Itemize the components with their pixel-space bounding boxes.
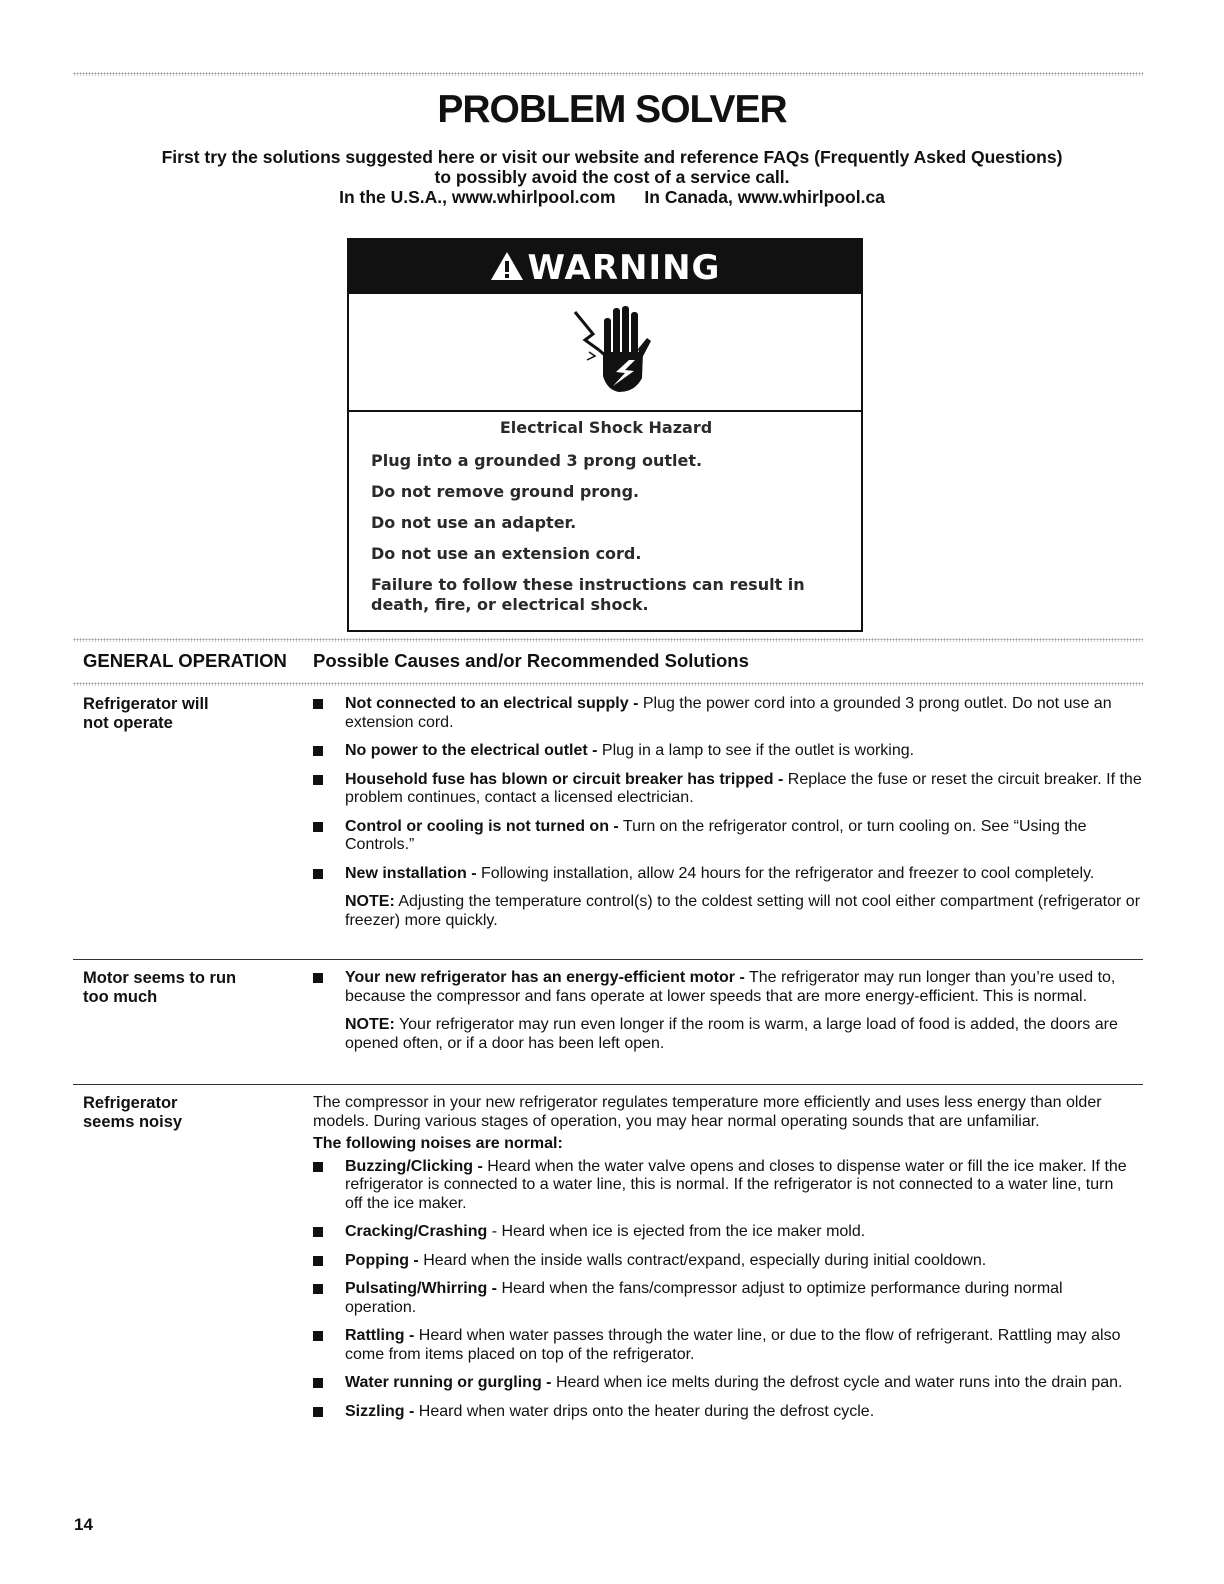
note: NOTE: Adjusting the temperature control(s) to the coldest setting will not cool either compartment (refrigerator or freezer) more quickly. bbox=[345, 893, 1141, 929]
website-canada[interactable]: In Canada, www.whirlpool.ca bbox=[644, 187, 885, 207]
cause-item: New installation - Following installation, allow 24 hours for the refrigerator and freezer to cool completely. bbox=[313, 865, 1143, 884]
problem-title: Refrigerator seems noisy bbox=[83, 1094, 183, 1131]
section-dotted-rule bbox=[73, 638, 1143, 642]
cause-item: Your new refrigerator has an energy-efficient motor - The refrigerator may run longer than you’re used to, because the compressor and fans operate at lower speeds that are more energy-efficient. This is normal. bbox=[313, 969, 1143, 1006]
noisy-intro: The compressor in your new refrigerator regulates temperature more efficiently and uses less energy than older models. During various stages of operation, you may hear normal operating sounds that are unfamiliar. bbox=[313, 1094, 1102, 1130]
bullet-square-icon bbox=[313, 775, 323, 785]
row-divider bbox=[73, 1084, 1143, 1085]
warning-line: Plug into a grounded 3 prong outlet. bbox=[371, 451, 703, 470]
noise-item: Cracking/Crashing - Heard when ice is ejected from the ice maker mold. bbox=[313, 1223, 1133, 1242]
warning-triangle-icon bbox=[490, 242, 524, 298]
bullet-square-icon bbox=[313, 1378, 323, 1388]
bullet-square-icon bbox=[313, 746, 323, 756]
noise-item: Pulsating/Whirring - Heard when the fans/compressor adjust to optimize performance during normal operation. bbox=[313, 1280, 1133, 1317]
noise-item: Popping - Heard when the inside walls contract/expand, especially during initial cooldown. bbox=[313, 1252, 1133, 1271]
bullet-square-icon bbox=[313, 1227, 323, 1237]
warning-icon-area bbox=[349, 294, 861, 412]
problem-causes bbox=[313, 695, 1143, 940]
intro-line-2: to possibly avoid the cost of a service call. bbox=[434, 167, 790, 187]
bullet-square-icon bbox=[313, 1162, 323, 1172]
electrical-shock-hand-icon bbox=[349, 294, 861, 410]
warning-body bbox=[371, 418, 841, 626]
bullet-square-icon bbox=[313, 973, 323, 983]
intro-line-1: First try the solutions suggested here or visit our website and reference FAQs (Frequently Asked Questions) bbox=[161, 147, 1063, 167]
bullet-square-icon bbox=[313, 1407, 323, 1417]
bullet-square-icon bbox=[313, 1331, 323, 1341]
row-divider bbox=[73, 959, 1143, 960]
hazard-title: Electrical Shock Hazard bbox=[499, 418, 713, 437]
warning-line: Do not use an adapter. bbox=[371, 513, 577, 532]
page-title: PROBLEM SOLVER bbox=[437, 88, 787, 131]
warning-box bbox=[347, 238, 863, 632]
note: NOTE: Your refrigerator may run even longer if the room is warm, a large load of food is added, the doors are opened often, or if a door has been left open. bbox=[345, 1016, 1118, 1052]
warning-header-text: WARNING bbox=[527, 248, 721, 288]
header-dotted-rule bbox=[73, 682, 1143, 686]
bullet-square-icon bbox=[313, 1284, 323, 1294]
warning-line: Do not remove ground prong. bbox=[371, 482, 640, 501]
warning-line: Do not use an extension cord. bbox=[371, 544, 642, 563]
bullet-square-icon bbox=[313, 822, 323, 832]
bullet-square-icon bbox=[313, 869, 323, 879]
cause-item: Control or cooling is not turned on - Turn on the refrigerator control, or turn cooling on. See “Using the Controls.” bbox=[313, 818, 1143, 855]
problem-title: Refrigerator will not operate bbox=[83, 695, 209, 732]
warning-line: Failure to follow these instructions can result in death, fire, or electrical shock. bbox=[371, 575, 805, 614]
website-usa[interactable]: In the U.S.A., www.whirlpool.com bbox=[339, 187, 616, 207]
intro-text bbox=[0, 147, 1224, 207]
noise-item: Water running or gurgling - Heard when ice melts during the defrost cycle and water runs into the drain pan. bbox=[313, 1374, 1133, 1393]
website-links bbox=[0, 187, 1224, 207]
noise-item: Sizzling - Heard when water drips onto the heater during the defrost cycle. bbox=[313, 1403, 1133, 1422]
cause-item: No power to the electrical outlet - Plug in a lamp to see if the outlet is working. bbox=[313, 742, 1143, 761]
problem-title: Motor seems to run too much bbox=[83, 969, 237, 1006]
bullet-square-icon bbox=[313, 699, 323, 709]
noise-item: Rattling - Heard when water passes through the water line, or due to the flow of refrigerant. Rattling may also come from items placed on top of the refrigerator. bbox=[313, 1327, 1133, 1364]
noise-item: Buzzing/Clicking - Heard when the water valve opens and closes to dispense water or fill the ice maker. If the refrigerator is connected to a water line, this is normal. If the refrigerator is not connected to a water line, turn off the ice maker. bbox=[313, 1158, 1133, 1214]
cause-item: Not connected to an electrical supply - Plug the power cord into a grounded 3 prong outlet. Do not use an extension cord. bbox=[313, 695, 1143, 732]
warning-header bbox=[349, 240, 861, 294]
problem-causes bbox=[313, 969, 1143, 1063]
bullet-square-icon bbox=[313, 1256, 323, 1266]
top-dotted-rule bbox=[73, 72, 1143, 76]
noises-subhead: The following noises are normal: bbox=[313, 1135, 563, 1152]
column-title: Possible Causes and/or Recommended Solutions bbox=[313, 650, 749, 671]
cause-item: Household fuse has blown or circuit breaker has tripped - Replace the fuse or reset the circuit breaker. If the problem continues, contact a licensed electrician. bbox=[313, 771, 1143, 808]
problem-causes bbox=[313, 1094, 1133, 1431]
section-title: GENERAL OPERATION bbox=[83, 650, 287, 671]
page-number: 14 bbox=[74, 1515, 93, 1534]
